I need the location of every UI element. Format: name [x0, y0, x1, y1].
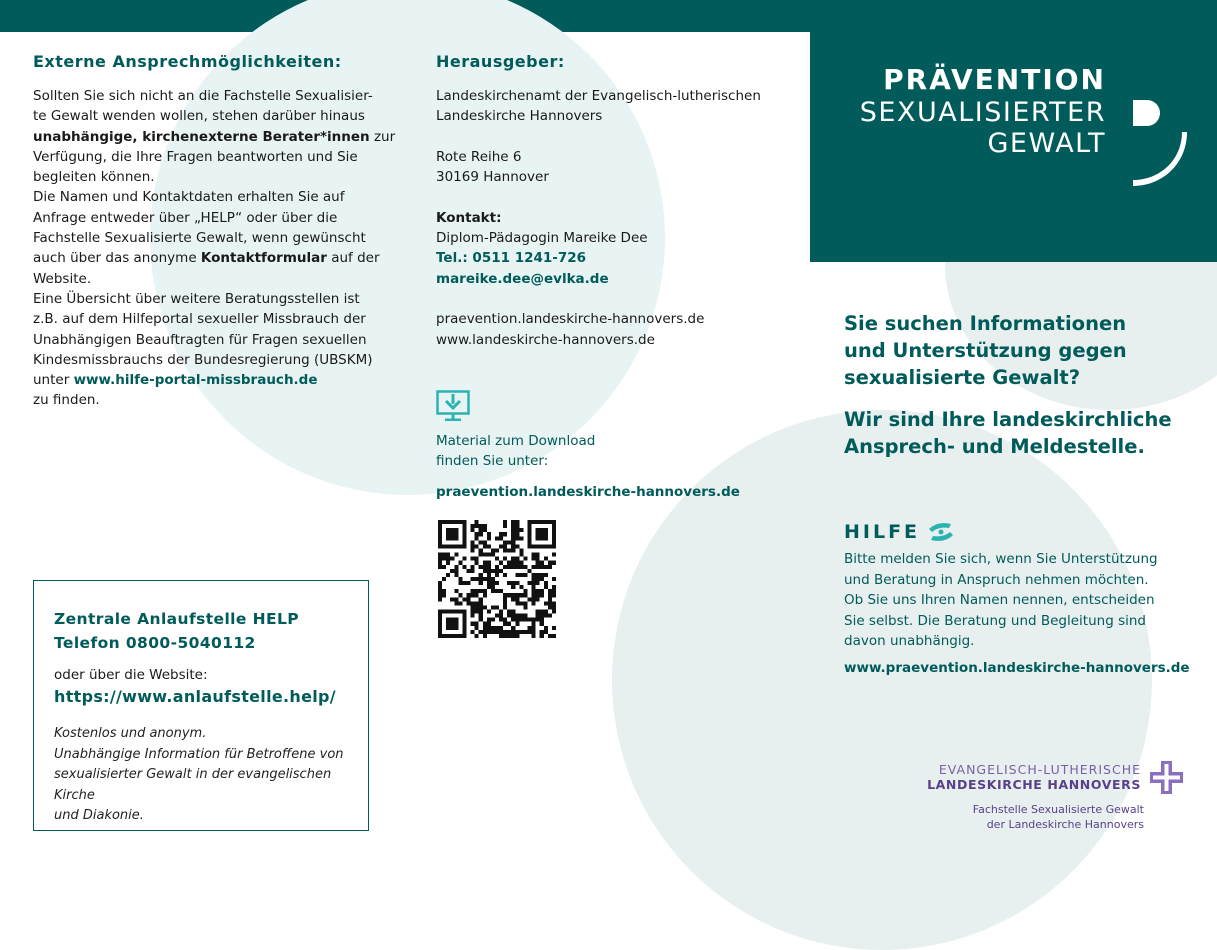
bold-text: Kontaktformular	[200, 250, 327, 267]
headline-line-2: und Unterstützung gegen	[844, 339, 1127, 362]
external-contacts-line	[33, 167, 395, 187]
brand-line-3: GEWALT	[987, 128, 1106, 159]
church-logo-text	[927, 762, 1141, 792]
external-contacts-line	[33, 248, 395, 268]
external-contacts-line	[33, 330, 395, 350]
text-span: Website.	[33, 270, 92, 287]
external-contacts-line	[33, 370, 395, 390]
text-span: te Gewalt wenden wollen, stehen darüber hinaus	[33, 108, 365, 125]
publisher-line-1: Landeskirchenamt der Evangelisch-lutherischen	[436, 88, 761, 104]
text-span: Fachstelle Sexualisierte Gewalt, wenn gewünscht	[33, 230, 366, 247]
download-line-2: finden Sie unter:	[436, 453, 549, 470]
org-line-1: EVANGELISCH-LUTHERISCHE	[938, 762, 1141, 777]
hilfe-label: HILFE	[844, 521, 921, 543]
text-span: begleiten können.	[33, 169, 155, 186]
help-note-line-4: und Diakonie.	[54, 808, 144, 823]
text-span: Die Namen und Kontaktdaten erhalten Sie auf	[33, 189, 345, 206]
help-or-text: oder über die Website:	[54, 667, 208, 683]
external-contacts-line	[33, 187, 395, 207]
text-span: auf der	[326, 250, 380, 267]
help-website-link[interactable]: https://www.anlaufstelle.help/	[54, 687, 336, 706]
dept-line-1: Fachstelle Sexualisierte Gewalt	[972, 803, 1144, 816]
help-hotline-box	[33, 580, 369, 831]
external-contacts-line	[33, 106, 395, 126]
text-span: zu finden.	[33, 392, 100, 409]
external-contacts-line	[33, 208, 395, 228]
external-contacts-line	[33, 147, 395, 167]
contact-phone[interactable]: Tel.: 0511 1241-726	[436, 250, 587, 267]
download-monitor-icon	[436, 390, 470, 422]
headline-line-5: Ansprech- und Meldestelle.	[844, 435, 1145, 458]
help-note	[54, 724, 368, 827]
help-note-line-3: sexualisierter Gewalt in der evangelischen Kirche	[54, 767, 332, 803]
text-span: Sollten Sie sich nicht an die Fachstelle Sexualisier-	[33, 88, 373, 104]
external-contacts-text	[33, 86, 395, 411]
contact-label: Kontakt:	[436, 209, 502, 226]
text-span: Unabhängigen Beauftragten für Fragen sexuellen	[33, 331, 367, 348]
brand-title	[860, 63, 1106, 159]
hilfe-description	[844, 549, 1158, 652]
download-url-link[interactable]: praevention.landeskirche-hannovers.de	[436, 484, 740, 500]
text-span: auch über das anonyme	[33, 250, 201, 267]
text-span: Anfrage entweder über „HELP“ oder über die	[33, 209, 338, 226]
external-contacts-line	[33, 269, 395, 289]
help-hotline-title	[54, 607, 299, 655]
contact-email-link[interactable]: mareike.dee@evlka.de	[436, 270, 609, 287]
dept-line-2: der Landeskirche Hannovers	[986, 817, 1144, 831]
publisher-block	[436, 86, 761, 350]
publisher-heading: Herausgeber:	[436, 52, 565, 71]
external-contacts-line	[33, 390, 395, 410]
publisher-line-2: Landeskirche Hannovers	[436, 108, 603, 125]
website-link-2[interactable]: www.landeskirche-hannovers.de	[436, 331, 655, 348]
church-cross-logo-icon	[1150, 761, 1183, 794]
external-contacts-line	[33, 289, 395, 309]
download-info	[436, 431, 595, 472]
headline-line-3: sexualisierte Gewalt?	[844, 366, 1081, 389]
hilfe-line-4: Sie selbst. Die Beratung und Begleitung sind	[844, 612, 1146, 629]
address-street: Rote Reihe 6	[436, 148, 522, 165]
hilfe-line-2: und Beratung in Anspruch nehmen möchten.	[844, 571, 1149, 588]
contact-name: Diplom-Pädagogin Mareike Dee	[436, 230, 648, 247]
headline-line-1: Sie suchen Informationen	[844, 312, 1127, 335]
external-contacts-line	[33, 127, 395, 147]
brand-line-2: SEXUALISIERTER	[859, 97, 1106, 128]
top-bar	[0, 0, 1217, 32]
headline-line-4: Wir sind Ihre landeskirchliche	[844, 408, 1172, 431]
help-title-line-1: Zentrale Anlaufstelle HELP	[54, 610, 299, 628]
external-contacts-line	[33, 228, 395, 248]
text-span: unter	[33, 372, 74, 389]
help-note-line-1: Kostenlos und anonym.	[54, 726, 207, 741]
text-span: zur	[369, 128, 396, 145]
prevention-logo-icon	[1130, 98, 1190, 188]
brand-line-1: PRÄVENTION	[883, 63, 1106, 96]
right-headline-statement	[844, 406, 1172, 460]
hilfe-line-5: davon unabhängig.	[844, 633, 975, 649]
external-contacts-line	[33, 350, 395, 370]
qr-code[interactable]	[438, 520, 556, 638]
bold-text: unabhängige, kirchenexterne Berater*innen	[33, 128, 370, 145]
text-span: Kindesmissbrauchs der Bundesregierung (UBSKM)	[33, 351, 373, 368]
text-span: z.B. auf dem Hilfeportal sexueller Missbrauch der	[33, 311, 366, 328]
external-contacts-line	[33, 309, 395, 329]
help-note-line-2: Unabhängige Information für Betroffene von	[54, 746, 344, 762]
org-line-2: LANDESKIRCHE HANNOVERS	[927, 777, 1141, 792]
address-city: 30169 Hannover	[436, 169, 549, 186]
hilfe-website-link[interactable]: www.praevention.landeskirche-hannovers.de	[844, 660, 1190, 676]
text-span: Verfügung, die Ihre Fragen beantworten und Sie	[33, 148, 358, 165]
hilfe-portal-link[interactable]: www.hilfe-portal-missbrauch.de	[73, 372, 318, 389]
right-headline-question	[844, 310, 1127, 391]
external-contacts-line	[33, 86, 395, 106]
external-contacts-heading: Externe Ansprechmöglichkeiten:	[33, 52, 342, 71]
website-link-1[interactable]: praevention.landeskirche-hannovers.de	[436, 311, 705, 328]
text-span: Eine Übersicht über weitere Beratungsstellen ist	[33, 290, 360, 307]
helping-hand-icon	[925, 520, 957, 544]
help-phone[interactable]: Telefon 0800-5040112	[54, 634, 256, 652]
department-name	[973, 803, 1144, 832]
download-line-1: Material zum Download	[436, 433, 596, 449]
hilfe-line-3: Ob Sie uns Ihren Namen nennen, entscheiden	[844, 592, 1155, 608]
hilfe-line-1: Bitte melden Sie sich, wenn Sie Unterstützung	[844, 551, 1158, 567]
